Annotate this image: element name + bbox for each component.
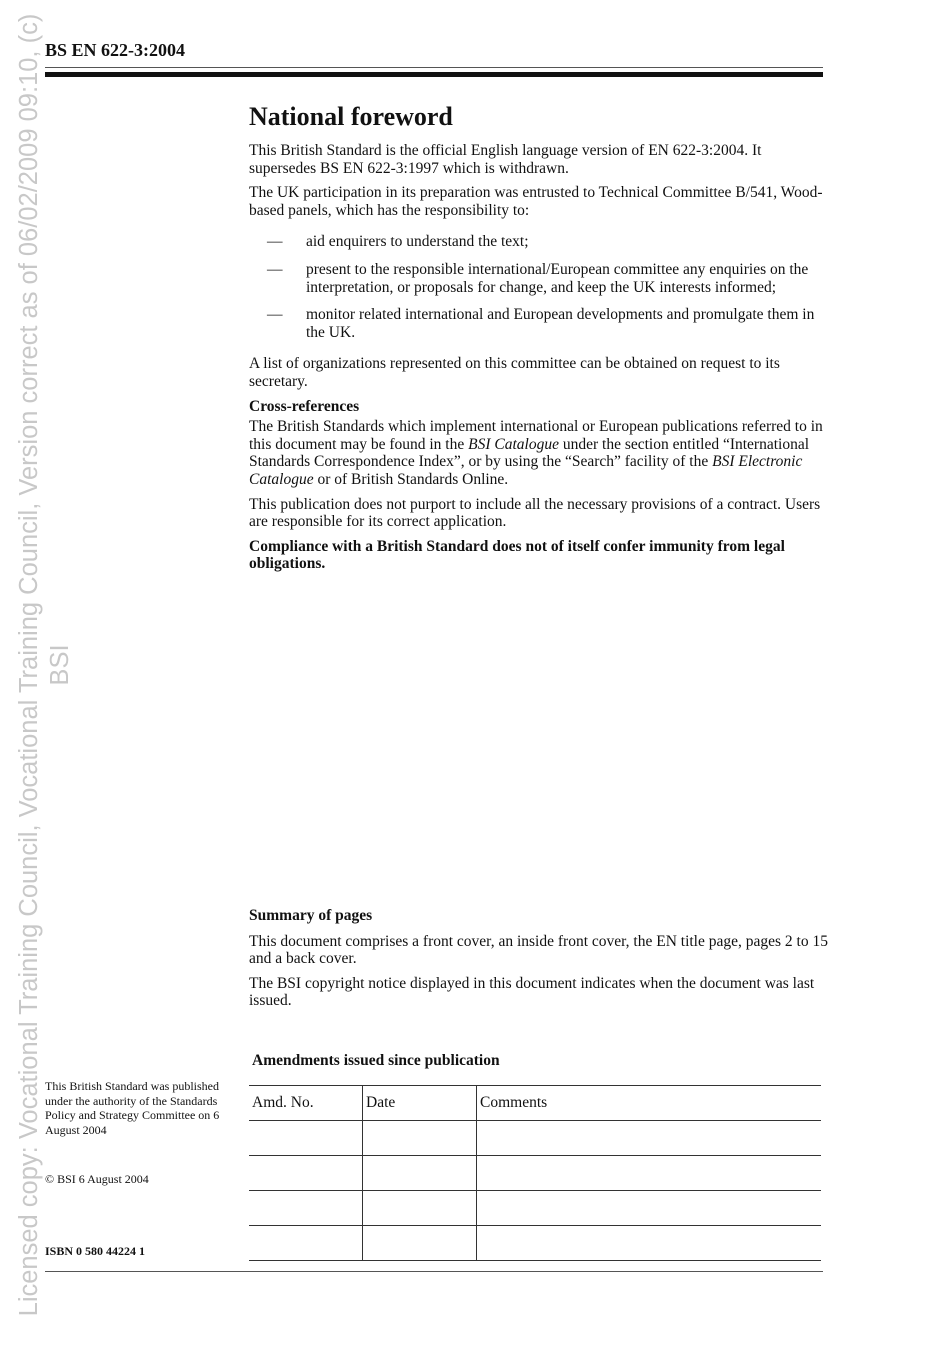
- participation-paragraph: The UK participation in its preparation was entrusted to Technical Committee B/541, Wood-based panels, which has the responsibility to:: [249, 184, 823, 219]
- intro-paragraph: This British Standard is the official English language version of EN 622-3:2004. It supersedes BS EN 622-3:1997 which is withdrawn.: [249, 142, 762, 177]
- dash-bullet: —: [267, 233, 283, 251]
- page-title: National foreword: [249, 102, 453, 131]
- copyright-notice-paragraph: The BSI copyright notice displayed in this document indicates when the document was last issued.: [249, 974, 815, 1010]
- table-cell: [363, 1121, 477, 1156]
- column-header-comments: Comments: [477, 1086, 822, 1121]
- column-header-amd-no: Amd. No.: [249, 1086, 363, 1121]
- license-watermark: [0, 0, 74, 1345]
- amendments-title: Amendments issued since publication: [252, 1052, 500, 1069]
- dash-bullet: —: [267, 260, 283, 278]
- cross-ref-text: under the section entitled “International Standards Correspondence Index”, or by using the “Search” facility of the: [249, 435, 810, 471]
- list-item-text: present to the responsible international/European committee any enquiries on the interpretation, or proposals for change, and keep the UK interests informed;: [306, 260, 809, 296]
- table-header-row: [249, 1086, 821, 1121]
- table-cell: [249, 1156, 363, 1191]
- table-cell: [477, 1121, 822, 1156]
- table-cell: [363, 1191, 477, 1226]
- bsi-catalogue-title: BSI Catalogue: [468, 435, 559, 453]
- table-cell: [363, 1156, 477, 1191]
- table-row: [249, 1226, 821, 1261]
- table-cell: [249, 1121, 363, 1156]
- list-item: [249, 261, 829, 296]
- list-item-text: aid enquirers to understand the text;: [306, 233, 529, 251]
- table-cell: [477, 1191, 822, 1226]
- copyright-line: © BSI 6 August 2004: [45, 1172, 149, 1186]
- watermark-text: Licensed copy: Vocational Training Council, Vocational Training Council, Version correct as of 06/02/2009 09:10, (c) BSI: [15, 13, 74, 1317]
- responsibility-list: [249, 233, 829, 341]
- isbn-line: ISBN 0 580 44224 1: [45, 1244, 146, 1258]
- table-cell: [477, 1156, 822, 1191]
- national-foreword-section: [249, 102, 829, 580]
- table-row: [249, 1191, 821, 1226]
- compliance-statement: Compliance with a British Standard does not of itself confer immunity from legal obligations.: [249, 537, 785, 573]
- table-cell: [249, 1226, 363, 1261]
- header-rule-thin: [45, 67, 823, 68]
- list-item-text: monitor related international and European developments and promulgate them in the UK.: [306, 306, 815, 341]
- organizations-paragraph: A list of organizations represented on this committee can be obtained on request to its secretary.: [249, 355, 780, 390]
- summary-pages-paragraph: This document comprises a front cover, an inside front cover, the EN title page, pages 2 to 15 and a back cover.: [249, 932, 828, 968]
- dash-bullet: —: [267, 306, 283, 324]
- header-rule-thick: [45, 72, 823, 77]
- bsi-electronic-catalogue-title: BSI Electronic Catalogue: [249, 453, 803, 488]
- table-cell: [249, 1191, 363, 1226]
- summary-of-pages-section: [249, 907, 829, 1017]
- table-cell: [477, 1226, 822, 1261]
- provisions-paragraph: This publication does not purport to include all the necessary provisions of a contract. Users are responsible for its correct application.: [249, 495, 821, 531]
- table-cell: [363, 1226, 477, 1261]
- cross-references-paragraph: [249, 418, 829, 488]
- column-header-date: Date: [363, 1086, 477, 1121]
- amendments-table: [249, 1085, 821, 1261]
- table-row: [249, 1156, 821, 1191]
- cross-references-heading: Cross-references: [249, 397, 360, 415]
- list-item: [249, 306, 829, 341]
- summary-heading: Summary of pages: [249, 907, 373, 924]
- cross-ref-text: or of British Standards Online.: [313, 470, 509, 488]
- document-id: BS EN 622-3:2004: [45, 40, 186, 60]
- publication-authority-note: This British Standard was published under the authority of the Standards Policy and Strategy Committee on 6 August 2004: [45, 1079, 220, 1137]
- list-item: [249, 233, 829, 251]
- table-row: [249, 1121, 821, 1156]
- footer-rule: [45, 1271, 823, 1272]
- cross-ref-text: The British Standards which implement international or European publications referred to in this document may be found in the: [249, 418, 823, 453]
